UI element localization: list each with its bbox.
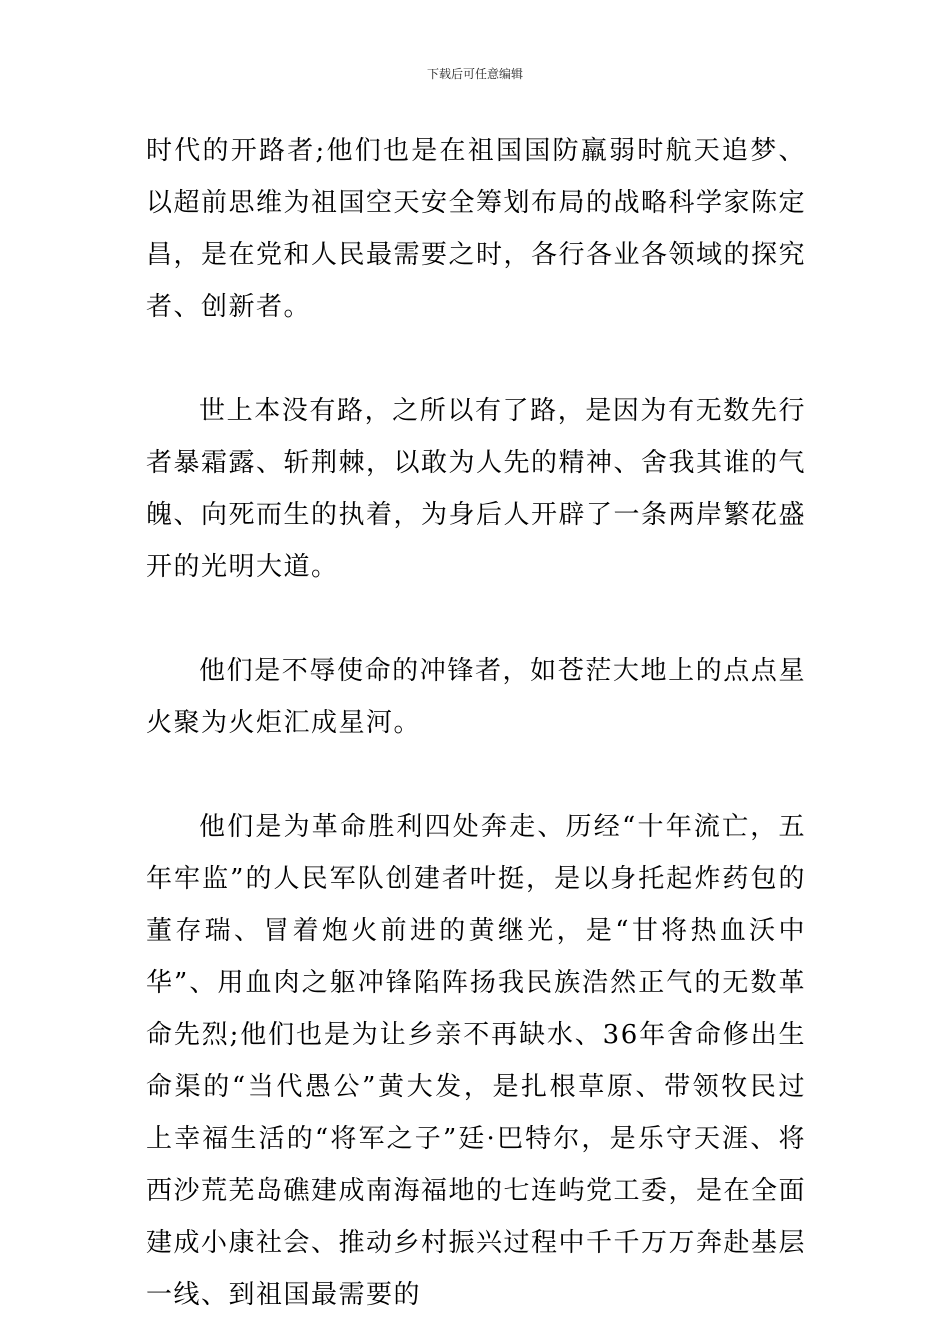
- paragraph-gap: [146, 333, 806, 385]
- paragraph-gap: [146, 749, 806, 801]
- paragraph-gap: [146, 593, 806, 645]
- document-body: [146, 125, 806, 1321]
- page-header: 下载后可任意编辑: [426, 67, 523, 81]
- paragraph-4: 他们是为革命胜利四处奔走、历经“十年流亡，五年牢监”的人民军队创建者叶挺，是以身托起炸药包的董存瑞、冒着炮火前进的黄继光，是“甘将热血沃中华”、用血肉之躯冲锋陷阵扬我民族浩然正气的无数革命先烈;他们也是为让乡亲不再缺水、36年舍命修出生命渠的“当代愚公”黄大发，是扎根草原、带领牧民过上幸福生活的“将军之子”廷·巴特尔，是乐守天涯、将西沙荒芜岛礁建成南海福地的七连屿党工委，是在全面建成小康社会、推动乡村振兴过程中千千万万奔赴基层一线、到祖国最需要的: [146, 812, 807, 1310]
- paragraph-3: 他们是不辱使命的冲锋者，如苍茫大地上的点点星火聚为火炬汇成星河。: [146, 656, 806, 738]
- paragraph-1: 时代的开路者;他们也是在祖国国防羸弱时航天追梦、以超前思维为祖国空天安全筹划布局的战略科学家陈定昌，是在党和人民最需要之时，各行各业各领域的探究者、创新者。: [146, 136, 807, 322]
- paragraph-2: 世上本没有路，之所以有了路，是因为有无数先行者暴霜露、斩荆棘，以敢为人先的精神、舍我其谁的气魄、向死而生的执着，为身后人开辟了一条两岸繁花盛开的光明大道。: [146, 396, 807, 582]
